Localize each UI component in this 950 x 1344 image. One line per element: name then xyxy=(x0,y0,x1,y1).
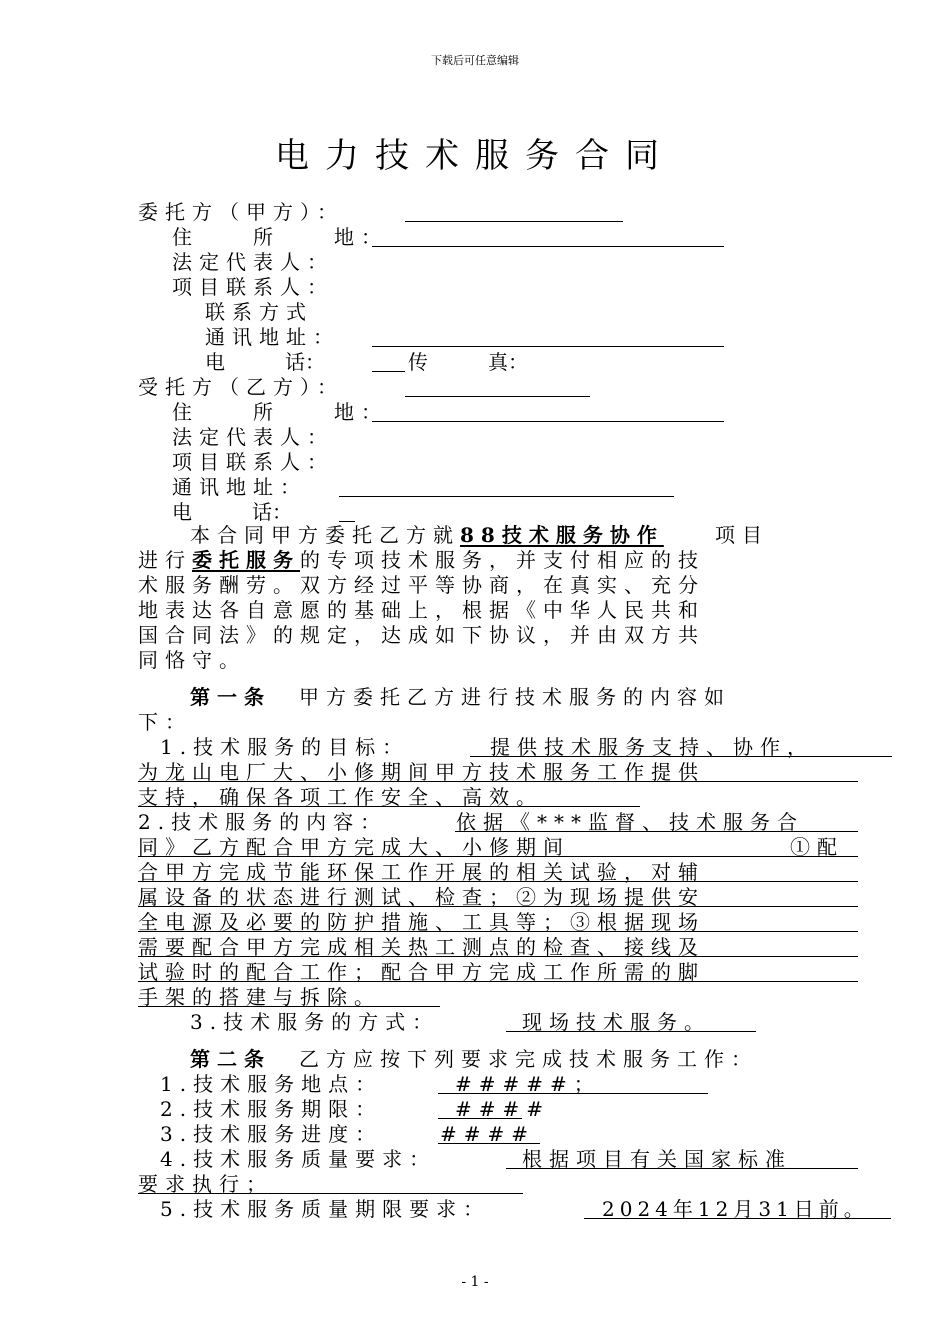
a1-item1-line2: 为龙山电厂大、小修期间甲方技术服务工作提供 xyxy=(138,760,705,784)
a1-item2-line3: 合甲方完成节能环保工作开展的相关试验，对辅 xyxy=(138,860,705,884)
a2-item3-value: #### xyxy=(440,1122,536,1146)
a2-item5-label: 5.技术服务质量期限要求： xyxy=(160,1197,491,1221)
party-a-fax-label: 传 真： xyxy=(408,350,528,374)
intro-line-3: 术服务酬劳。双方经过平等协商，在真实、充分 xyxy=(138,573,705,597)
a1-item2-underline6 xyxy=(138,956,858,957)
a1-item2-line8: 手架的搭建与拆除。 xyxy=(138,985,381,1009)
a2-item4-underline1 xyxy=(506,1168,858,1169)
a1-item1-underline2 xyxy=(138,781,858,782)
a2-item1-value: #####； xyxy=(455,1072,601,1096)
article-2-heading: 第二条 乙方应按下列要求完成技术服务工作： xyxy=(190,1047,758,1071)
party-b-mail-address-line xyxy=(339,496,674,497)
a1-item2-line6: 需要配合甲方完成相关热工测点的检查、接线及 xyxy=(138,935,705,959)
a2-item4-underline2 xyxy=(138,1193,523,1194)
party-a-address-line xyxy=(372,246,724,247)
a1-item1-line1: 提供技术服务支持、协作， xyxy=(490,735,814,759)
a1-item1-line3: 支持，确保各项工作安全、高效。 xyxy=(138,785,543,809)
a2-item3-label: 3.技术服务进度： xyxy=(160,1122,383,1146)
a1-item2-underline1 xyxy=(455,831,858,832)
header-note: 下载后可任意编辑 xyxy=(431,54,519,67)
intro-line-6: 同恪守。 xyxy=(138,648,246,672)
a2-item2-underline xyxy=(438,1118,522,1119)
a1-item2-underline8 xyxy=(138,1006,440,1007)
service-type: 委托服务 xyxy=(192,548,300,572)
article-1-heading: 第一条 甲方委托乙方进行技术服务的内容如 xyxy=(190,685,731,709)
a1-item3-underline xyxy=(506,1031,756,1032)
a2-item4-line1: 根据项目有关国家标准 xyxy=(522,1147,792,1171)
a1-item2-underline3 xyxy=(138,881,858,882)
party-b-phone-label: 电 话： xyxy=(172,500,292,524)
party-a-label: 委托方（甲方）： xyxy=(138,200,344,224)
party-a-mail-address-line xyxy=(372,346,724,347)
intro-line-1: 本合同甲方委托乙方就88技术服务协作 项目 xyxy=(190,523,769,547)
party-a-contact-person-label: 项目联系人： xyxy=(172,275,334,299)
party-b-address-label: 住 所 地： xyxy=(172,400,388,424)
a1-item2-line5: 全电源及必要的防护措施、工具等；③根据现场 xyxy=(138,910,705,934)
a1-item2-underline7 xyxy=(138,981,858,982)
a1-item1-label: 1.技术服务的目标： xyxy=(160,735,410,759)
party-b-contact-person-label: 项目联系人： xyxy=(172,450,334,474)
intro-line-5: 国合同法》的规定，达成如下协议，并由双方共 xyxy=(138,623,705,647)
party-a-phone-line xyxy=(372,371,405,372)
page-number: - 1 - xyxy=(461,1274,489,1290)
party-a-mail-address-label: 通讯地址： xyxy=(205,325,340,349)
a1-item2-line4: 属设备的状态进行测试、检查；②为现场提供安 xyxy=(138,885,705,909)
party-b-phone-line xyxy=(339,521,355,522)
document-title: 电力技术服务合同 xyxy=(275,136,675,176)
a2-item4-label: 4.技术服务质量要求： xyxy=(160,1147,437,1171)
a1-item2-line7: 试验时的配合工作；配合甲方完成工作所需的脚 xyxy=(138,960,705,984)
a2-item5-underline xyxy=(584,1218,891,1219)
article-1-heading-cont: 下： xyxy=(138,710,192,734)
a1-item2-underline2 xyxy=(138,856,858,857)
party-b-address-line xyxy=(372,421,724,422)
a1-item2-underline5 xyxy=(138,931,858,932)
party-b-name-line xyxy=(405,396,590,397)
a1-item3-value: 现场技术服务。 xyxy=(522,1010,711,1034)
party-a-name-line xyxy=(405,221,623,222)
party-b-label: 受托方（乙方）： xyxy=(138,375,344,399)
intro-line-2: 进行委托服务的专项技术服务，并支付相应的技 xyxy=(138,548,705,572)
a2-item2-label: 2.技术服务期限： xyxy=(160,1097,383,1121)
a1-item2-line2b: ①配 xyxy=(790,835,844,859)
a2-item1-label: 1.技术服务地点： xyxy=(160,1072,383,1096)
a1-item2-underline4 xyxy=(138,906,858,907)
project-name: 88技术服务协作 xyxy=(460,523,664,547)
a1-item2-line1: 依据《***监督、技术服务合 xyxy=(456,810,804,834)
a2-item5-value: 2024年12月31日前。 xyxy=(602,1197,869,1221)
a1-item3-label: 3.技术服务的方式： xyxy=(190,1010,440,1034)
intro-line-4: 地表达各自意愿的基础上，根据《中华人民共和 xyxy=(138,598,705,622)
a1-item2-line2a: 同》乙方配合甲方完成大、小修期间 xyxy=(138,835,570,859)
party-a-contact-method-label: 联系方式 xyxy=(205,300,313,324)
party-b-mail-address-label: 通讯地址： xyxy=(172,475,307,499)
party-a-phone-label: 电 话： xyxy=(205,350,325,374)
a1-item1-underline3 xyxy=(138,806,640,807)
a1-item1-underline1 xyxy=(470,756,892,757)
a1-item2-label: 2.技术服务的内容： xyxy=(138,810,388,834)
a2-item3-underline xyxy=(438,1143,540,1144)
party-b-legal-rep-label: 法定代表人： xyxy=(172,425,334,449)
a2-item1-underline xyxy=(438,1093,708,1094)
a2-item2-value: #### xyxy=(455,1097,551,1121)
a2-item4-line2: 要求执行； xyxy=(138,1172,273,1196)
party-a-legal-rep-label: 法定代表人： xyxy=(172,250,334,274)
party-a-address-label: 住 所 地： xyxy=(172,225,388,249)
